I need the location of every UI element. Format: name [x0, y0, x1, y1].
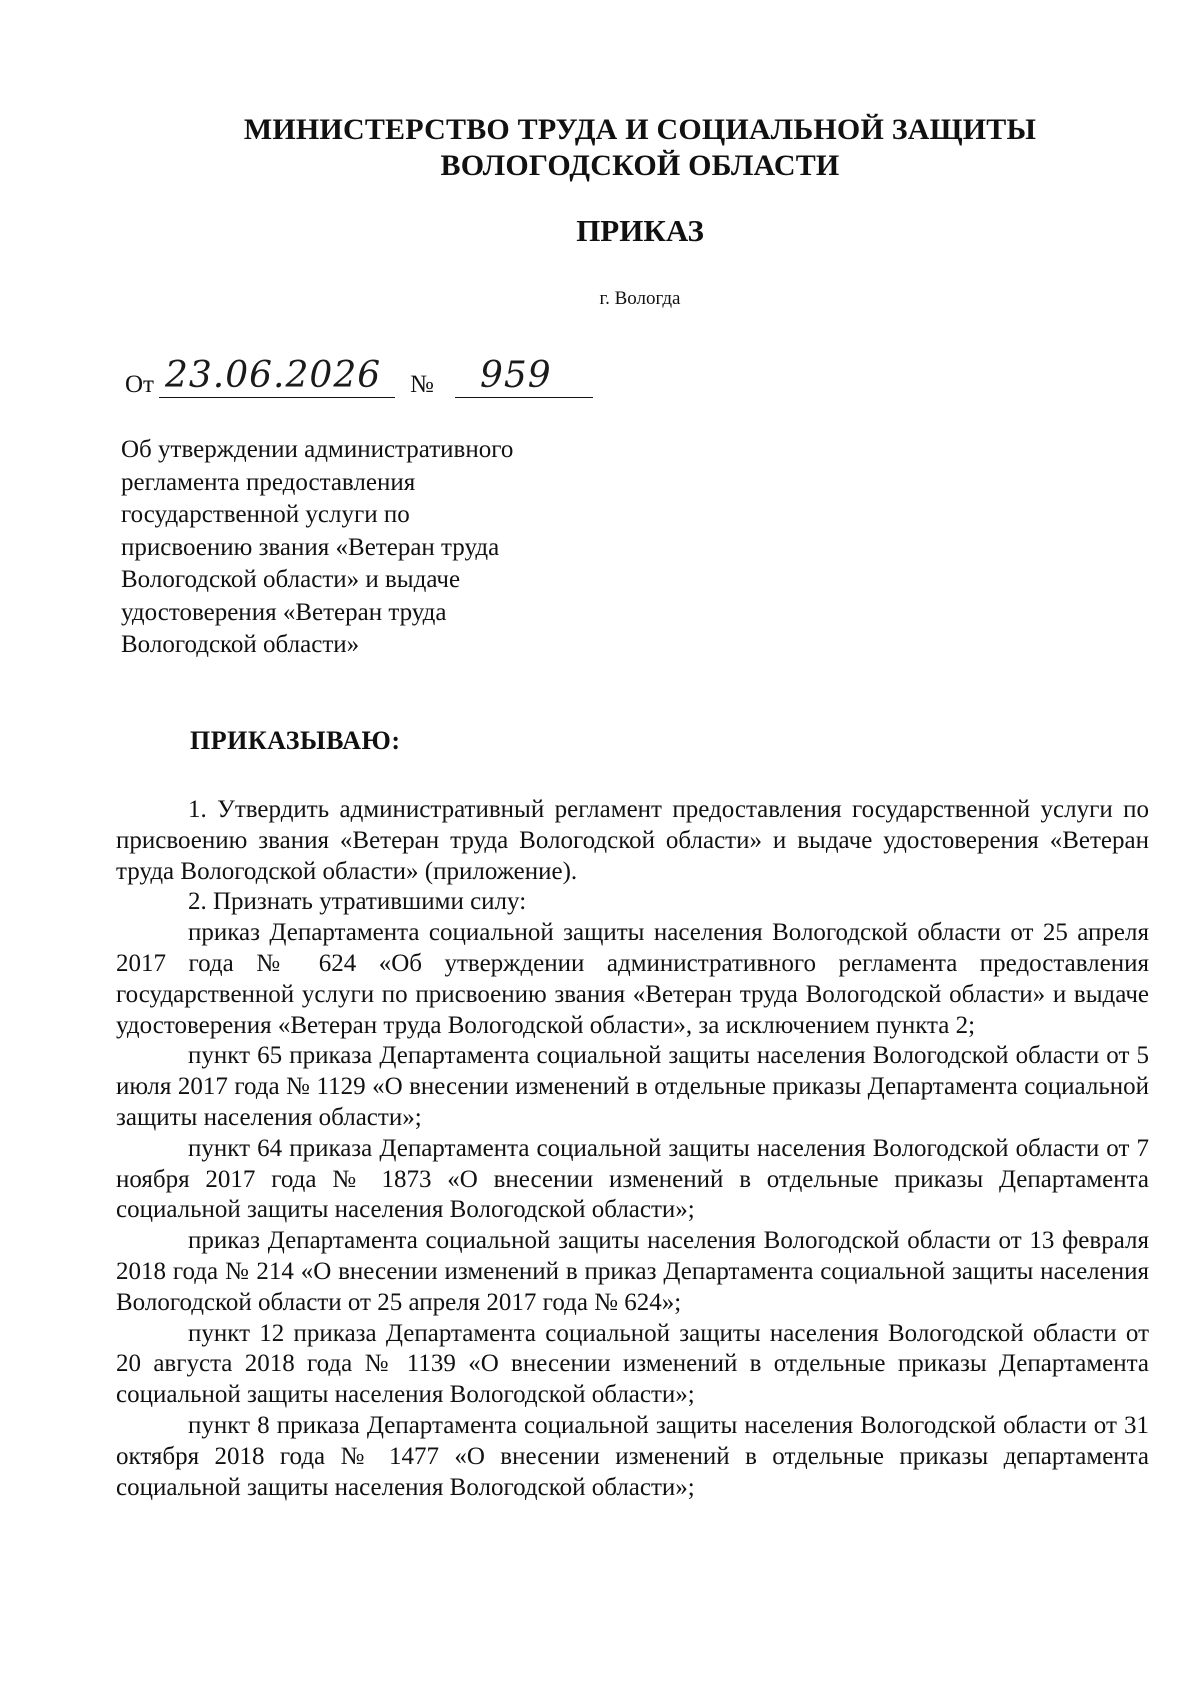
repealed-order: пункт 8 приказа Департамента социальной защиты населения Вологодской области от 31 октября 2018 года № 1477 «О внесении изменений в отдельные приказы департамента социальной защиты населения Вологодской области»; — [116, 1411, 1149, 1501]
from-label: От — [125, 371, 154, 398]
city: г. Вологда — [599, 288, 681, 309]
ministry-title — [200, 112, 1080, 184]
date-underline — [159, 397, 395, 398]
handwritten-number: 959 — [480, 355, 552, 396]
number-underline — [455, 397, 593, 398]
ministry-title-line2: ВОЛОГОДСКОЙ ОБЛАСТИ — [440, 149, 840, 182]
subject-line: регламента предоставления — [121, 468, 416, 496]
subject-line: Об утверждении административного — [121, 436, 514, 463]
requisites-row — [125, 357, 595, 407]
subject-line: присвоению звания «Ветеран труда — [121, 533, 500, 561]
number-label: № — [410, 371, 434, 398]
repealed-order: пункт 12 приказа Департамента социальной защиты населения Вологодской области от 20 августа 2018 года № 1139 «О внесении изменений в отдельные приказы Департамента социальной защиты населения Вологодской области»; — [116, 1319, 1149, 1409]
repealed-order: приказ Департамента социальной защиты населения Вологодской области от 25 апреля 2017 года № 624 «Об утверждении административного регламента предоставления государственной услуги по присвоению звания «Ветеран труда Вологодской области» и выдаче удостоверения «Ветеран труда Вологодской области», за исключением пункта 2; — [116, 919, 1149, 1039]
document-body — [116, 795, 1149, 1503]
handwritten-date: 23.06.2026 — [165, 355, 382, 396]
paragraph-item-2: 2. Признать утратившими силу: — [188, 888, 527, 916]
repealed-order: пункт 65 приказа Департамента социальной защиты населения Вологодской области от 5 июля 2017 года № 1129 «О внесении изменений в отдельные приказы Департамента социальной защиты населения области»; — [116, 1042, 1149, 1131]
repealed-order: приказ Департамента социальной защиты населения Вологодской области от 13 февраля 2018 года № 214 «О внесении изменений в приказ Департамента социальной защиты населения Вологодской области от 25 апреля 2017 года № 624»; — [116, 1227, 1149, 1316]
paragraph-item-1: 1. Утвердить административный регламент предоставления государственной услуги по присвоению звания «Ветеран труда Вологодской области» и выдаче удостоверения «Ветеран труда Вологодской области» (приложение). — [116, 796, 1149, 885]
ministry-title-line1: МИНИСТЕРСТВО ТРУДА И СОЦИАЛЬНОЙ ЗАЩИТЫ — [243, 113, 1037, 146]
subject-line: Вологодской области» и выдаче — [121, 566, 461, 593]
subject-line: Вологодской области» — [121, 631, 360, 658]
document-type: ПРИКАЗ — [576, 213, 704, 248]
repealed-order: пункт 64 приказа Департамента социальной защиты населения Вологодской области от 7 ноября 2017 года № 1873 «О внесении изменений в отдельные приказы Департамента социальной защиты населения Вологодской области»; — [116, 1134, 1149, 1224]
orders-heading: ПРИКАЗЫВАЮ: — [190, 726, 401, 755]
subject-block — [121, 434, 601, 662]
subject-line: государственной услуги по — [121, 501, 410, 528]
subject-line: удостоверения «Ветеран труда — [121, 598, 447, 626]
